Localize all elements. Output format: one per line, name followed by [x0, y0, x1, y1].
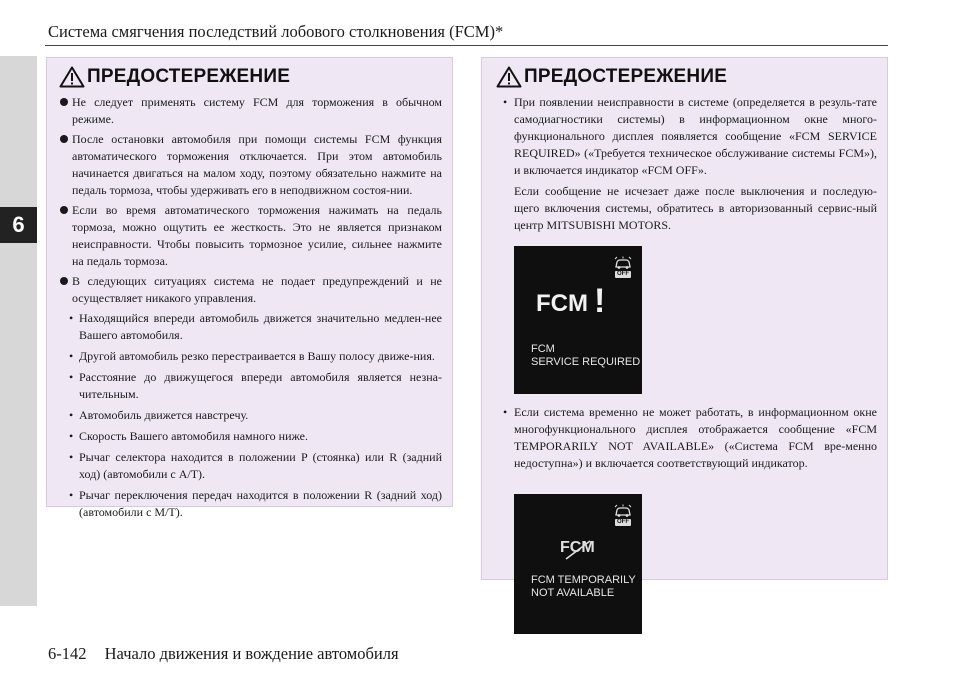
warning-triangle-icon [59, 66, 85, 88]
strike-line-icon [560, 539, 600, 561]
fcm-off-indicator [612, 504, 634, 526]
right-item-1-extra: Если сообщение не исчезает даже после выключения и последую-щего включения системы, обратитесь в авторизованный сервис-ный центр MITSUBISHI MOTORS. [514, 184, 877, 232]
left-sub-item-5: • Скорость Вашего автомобиля намного ниже. [59, 428, 442, 445]
left-sub-item-2: • Другой автомобиль резко перестраивается в Вашу полосу движе-ния. [59, 348, 442, 365]
fcm-large-text: FCM [536, 290, 588, 317]
fcm-service-required-display [514, 246, 642, 394]
exclamation-icon: ! [594, 282, 606, 320]
left-warning-box [46, 57, 453, 519]
left-sub-item-6: • Рычаг селектора находится в положении P (стоянка) или R (задний ход) (автомобили с A/T). [59, 449, 442, 483]
collision-car-icon [613, 256, 633, 270]
left-bullet-1: Не следует применять систему FCM для торможения в обычном режиме. [59, 94, 442, 128]
left-bullet-2: После остановки автомобиля при помощи системы FCM функция автоматического торможения отключается. При этом автомобиль начинается двигаться на малом ходу, поэтому обязательно нажмите на педаль тормоза, чтобы удерживать его в неподвижном состоя-нии. [59, 131, 442, 199]
left-warning-title: ПРЕДОСТЕРЕЖЕНИЕ [87, 66, 291, 87]
header-divider [45, 45, 888, 46]
off-label: OFF [617, 271, 629, 277]
left-bullet-3: Если во время автоматического торможения нажимать на педаль тормоза, можно ощутить ее жесткость. Это не является признаком неисправности. Чтобы повысить тормозное усилие, сильнее нажмите на педаль тормоза. [59, 202, 442, 270]
left-sub-item-7: • Рычаг переключения передач находится в положении R (задний ход) (автомобили с M/T). [59, 487, 442, 521]
off-label: OFF [617, 519, 629, 525]
fcm-crossed-text: FCM [560, 539, 595, 556]
fcm-off-indicator [612, 256, 634, 278]
page-title: Система смягчения последствий лобового столкновения (FCM)* [48, 22, 504, 41]
left-sub-item-4: • Автомобиль движется навстречу. [59, 407, 442, 424]
left-sub-item-1: • Находящийся впереди автомобиль движется значительно медлен-нее Вашего автомобиля. [59, 310, 442, 344]
right-item-1: • При появлении неисправности в системе (определяется в резуль-тате самодиагностики системы) в информационном окне много-функционального дисплея появляется сообщение «FCM SERVICE REQUIRED» («Требуется техническое обслуживание системы FCM»), и включается индикатор «FCM OFF». [496, 94, 877, 179]
right-warning-box [481, 57, 888, 599]
fcm-crossed-icon [560, 539, 600, 561]
right-warning-title: ПРЕДОСТЕРЕЖЕНИЕ [524, 66, 728, 87]
temporarily-unavailable-message: FCM TEMPORARILY NOT AVAILABLE [531, 574, 636, 599]
chapter-side-tab [0, 56, 37, 606]
collision-car-icon [613, 504, 633, 518]
left-sub-item-3: • Расстояние до движущегося впереди автомобиля является незна-чительным. [59, 369, 442, 403]
page-number: 6-142 [48, 644, 87, 663]
page-footer [48, 644, 399, 664]
left-warning-header [59, 66, 442, 88]
right-warning-header [496, 66, 877, 88]
service-required-message: FCM SERVICE REQUIRED [531, 343, 641, 368]
section-title: Начало движения и вождение автомобиля [104, 644, 399, 663]
right-item-2: • Если система временно не может работать, в информационном окне многофункционального дисплея отображается сообщение «FCM TEMPORARILY NOT AVAILABLE» («Система FCM вре-менно недоступна») и включается соответствующий индикатор. [496, 404, 877, 472]
fcm-temporarily-unavailable-display [514, 494, 642, 634]
chapter-number-badge: 6 [0, 207, 37, 243]
left-bullet-4: В следующих ситуациях система не подает предупреждений и не осуществляет никакого управления. [59, 273, 442, 307]
warning-triangle-icon [496, 66, 522, 88]
